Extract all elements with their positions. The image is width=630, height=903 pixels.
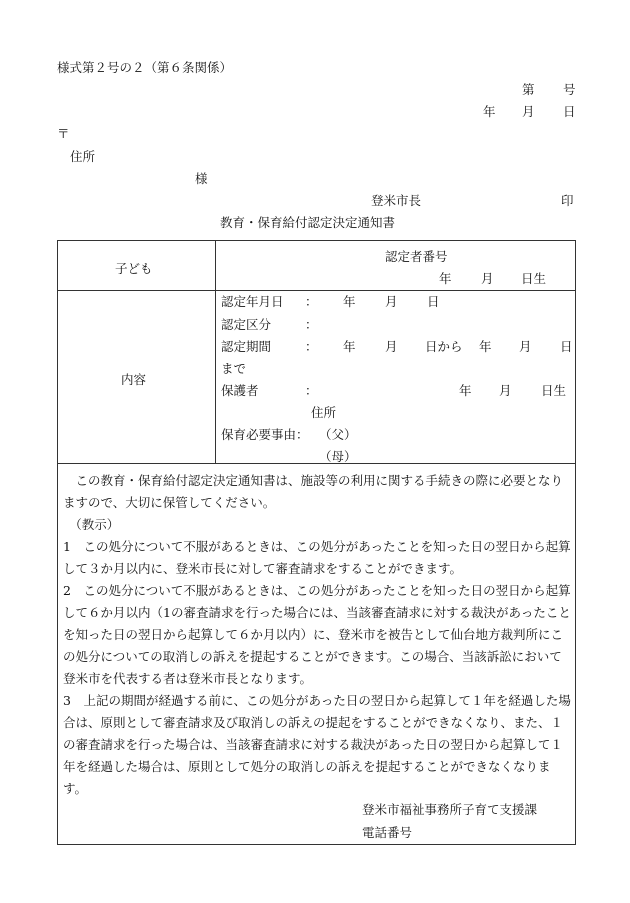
reason-father: （父） [319,427,357,442]
instruction-item-1: 1 この処分について不服があるときは、この処分があったことを知った日の翌日から起算して３か月以内に、登米市長に対して審査請求をすることができます。 [63,539,571,576]
guardian-birth-month: 月 [499,383,512,398]
cert-period-year-end: 年 [479,339,492,354]
reason-mother: （母） [319,449,357,464]
instruction-item-2: 2 この処分について不服があるときは、この処分があったことを知った日の翌日から起算して６か月以内（1の審査請求を行った場合には、当該審査請求に対する裁決があったことを知った日の翌日から起算して６か月以内）に、登米市を被告として仙台地方裁判所にこの処分についての取消しの訴えを提起することができます。この場合、当該訴訟において登米市を代表する者は登米市長となります。 [63,583,571,686]
guardian-colon: ： [305,383,318,398]
instruction-heading: （教示） [69,517,120,532]
recipient-address-label: 住所 [70,149,96,164]
cert-period-day-end: 日 [560,339,573,354]
cert-period-colon: ： [305,339,318,354]
cert-period-until: まで [221,361,247,376]
childcare-reason-label: 保育必要事由： [221,427,309,442]
notice-table [57,240,576,845]
cert-period-day-from: 日から [425,339,463,354]
issuer-name: 登米市長 [371,193,422,208]
doc-number-prefix: 第 [522,82,535,97]
seal-mark: 印 [561,193,574,208]
notes-section [63,470,571,800]
cert-period-year: 年 [343,339,356,354]
row-divider-1 [58,290,575,291]
cert-category-colon: ： [305,317,318,332]
contact-phone-label: 電話番号 [362,825,413,840]
child-label: 子ども [115,261,153,276]
issue-date-year: 年 [483,104,496,119]
row-divider-2 [58,463,575,464]
guardian-label: 保護者 [221,383,259,398]
postal-mark: 〒 [57,126,70,141]
contact-office: 登米市福祉事務所子育て支援課 [362,802,538,817]
document-title: 教育・保育給付認定決定通知書 [220,215,396,230]
child-birth-month: 月 [481,271,494,286]
cert-period-month-end: 月 [519,339,532,354]
issue-date-month: 月 [522,104,535,119]
guardian-birth-year: 年 [459,383,472,398]
issue-date-day: 日 [563,104,576,119]
guardian-birth-day: 日生 [541,383,567,398]
notes-intro: この教育・保育給付認定決定通知書は、施設等の利用に関する手続きの際に必要となりますので、大切に保管してください。 [63,473,564,510]
doc-number-suffix: 号 [563,82,576,97]
cert-date-label: 認定年月日 [221,294,284,309]
content-label: 内容 [121,372,147,387]
form-number: 様式第２号の２（第６条関係） [57,60,233,75]
instruction-item-3: 3 上記の期間が経過する前に、この処分があった日の翌日から起算して１年を経過した場合は、原則として審査請求及び取消しの訴えの提起をすることができなくなり、また、１の審査請求を行った場合は、当該審査請求に対する裁決があった日の翌日から起算して１年を経過した場合は、原則として処分の取消しの訴えを提起することができなくなります。 [63,693,571,796]
cert-category-label: 認定区分 [221,317,272,332]
column-divider [215,241,216,463]
cert-date-month: 月 [385,294,398,309]
child-birth-year: 年 [439,271,452,286]
cert-period-month: 月 [385,339,398,354]
cert-number-label: 認定者番号 [385,249,448,264]
child-birth-day: 日生 [521,271,547,286]
guardian-address-label: 住所 [311,405,337,420]
cert-period-label: 認定期間 [221,339,272,354]
cert-date-day: 日 [427,294,440,309]
cert-date-colon: ： [305,294,318,309]
recipient-honorific: 様 [195,171,208,186]
cert-date-year: 年 [343,294,356,309]
